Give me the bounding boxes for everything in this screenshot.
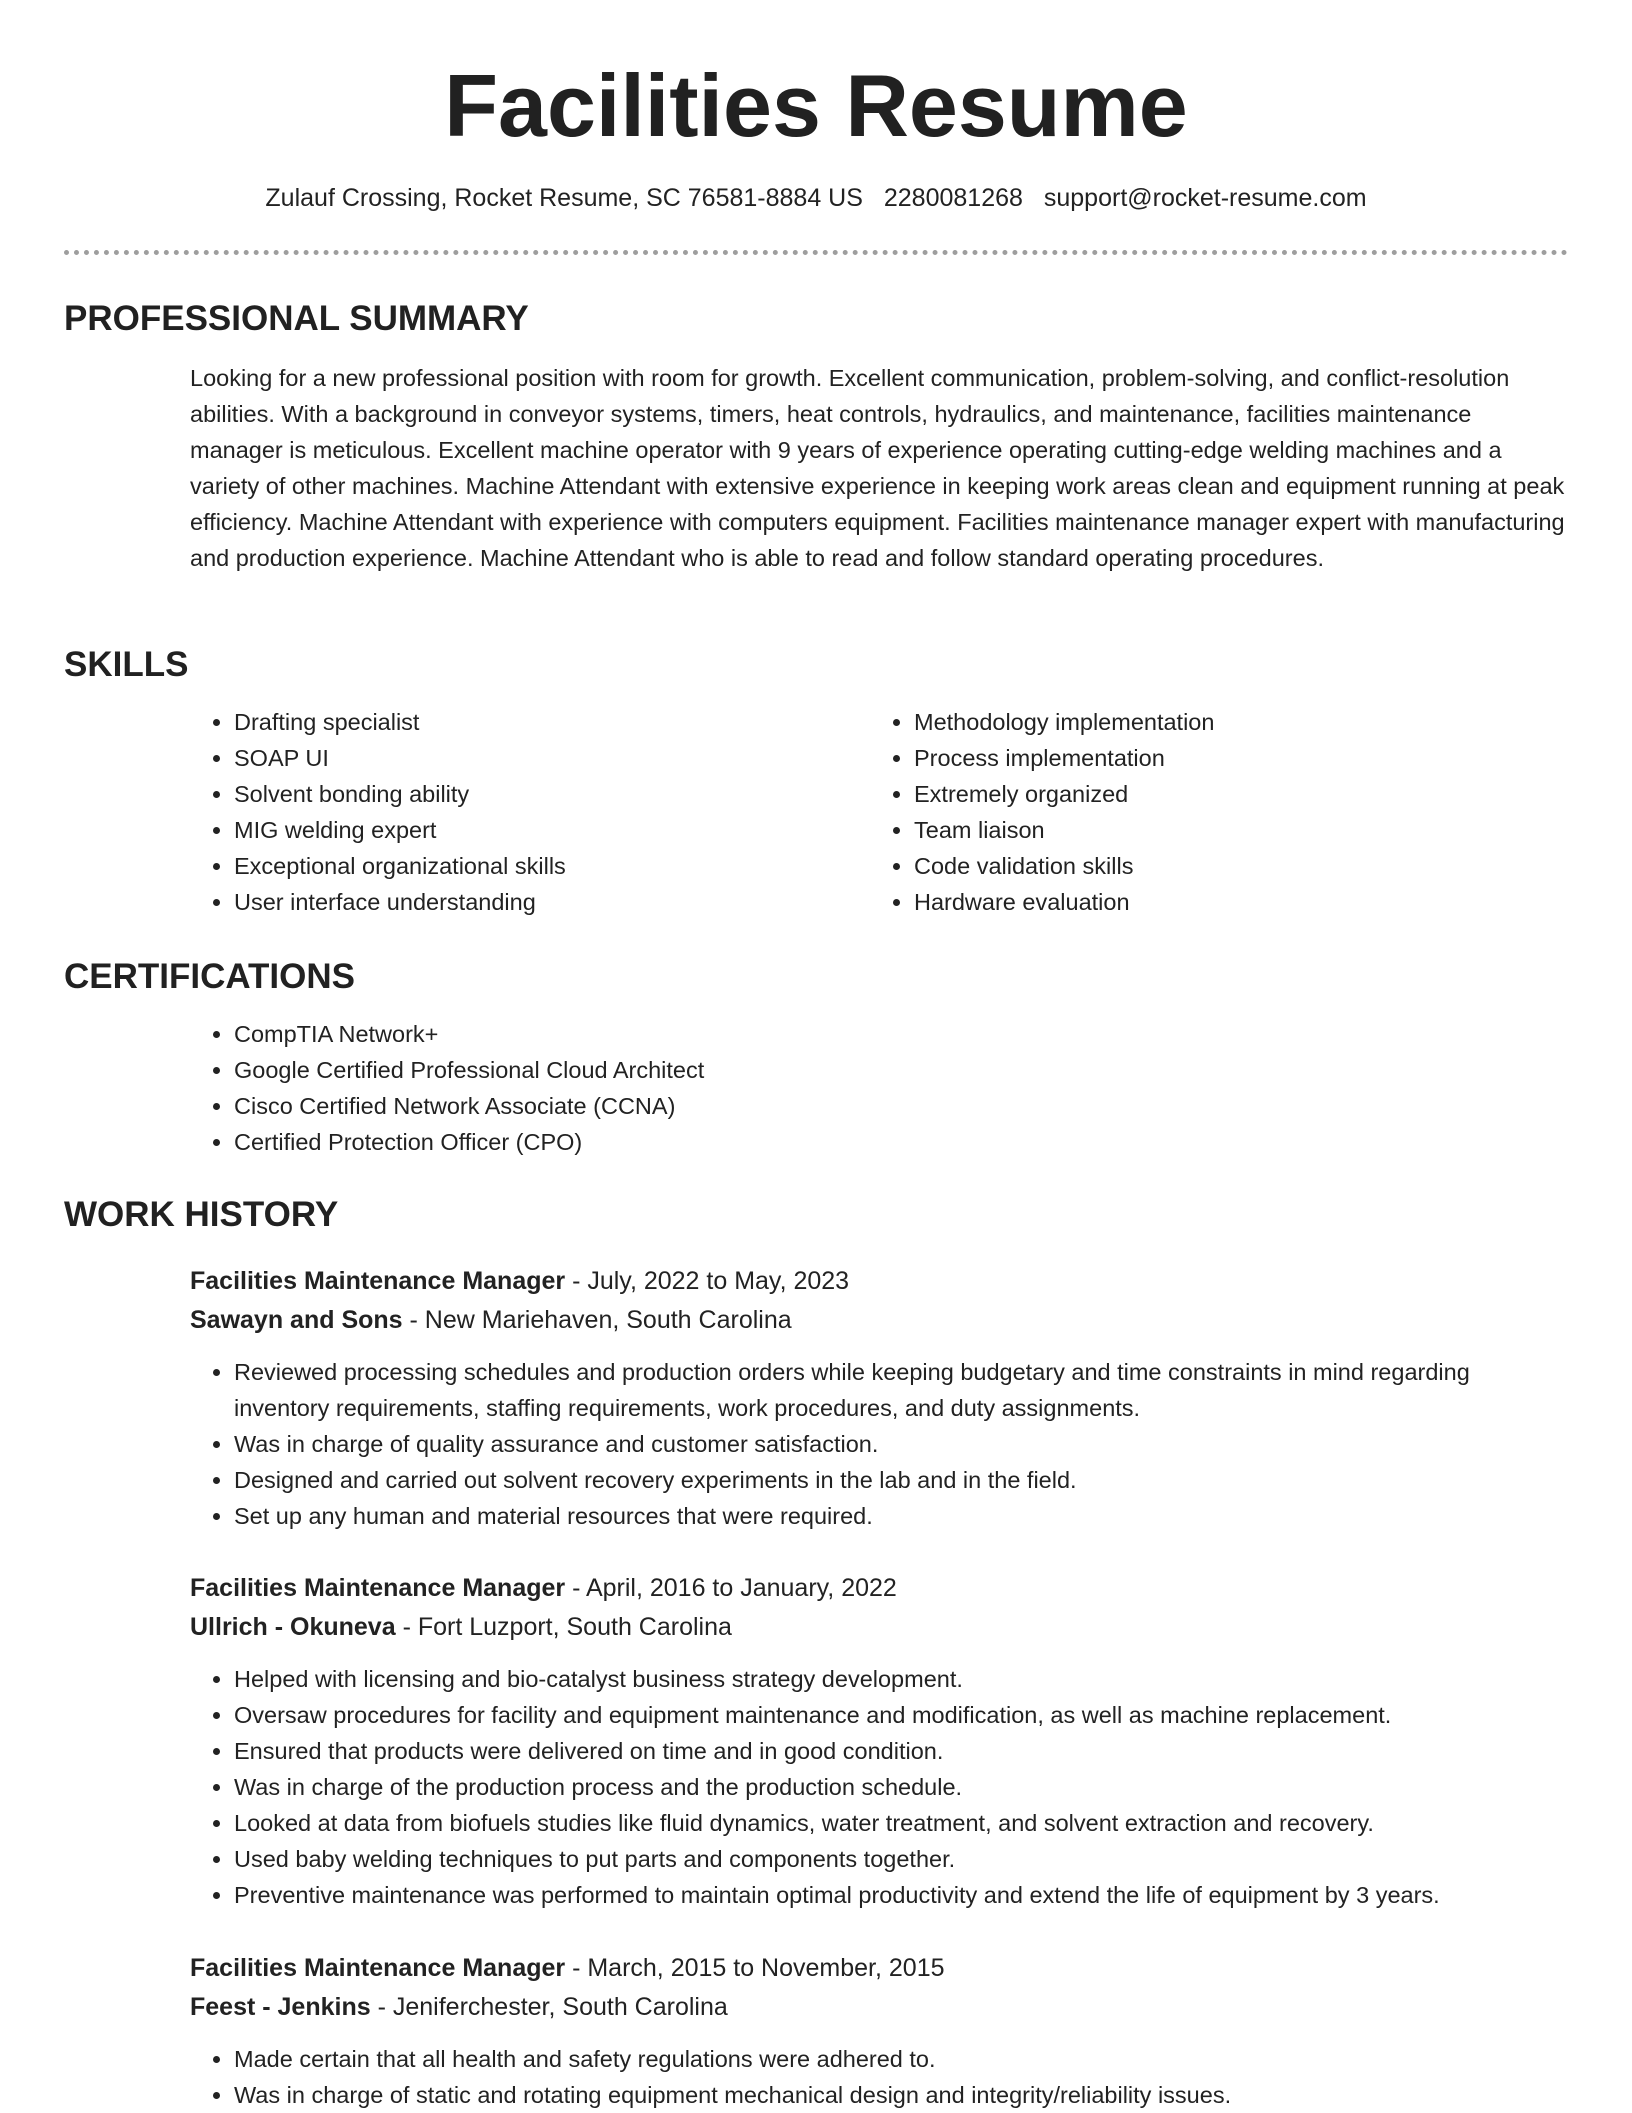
resume-title: Facilities Resume (444, 56, 1188, 155)
skill-item: • Hardware evaluation (914, 884, 1550, 920)
job-company: Feest - Jenkins (190, 1993, 371, 2021)
skill-item: • Solvent bonding ability (234, 776, 870, 812)
skill-item: • Extremely organized (914, 776, 1550, 812)
certifications-body (190, 1000, 1568, 1160)
job-title: Facilities Maintenance Manager (190, 1267, 566, 1295)
job-bullet: • Preventive maintenance was performed to maintain optimal productivity and extend the life of equipment by 3 years. (234, 1877, 1568, 1913)
certifications-list (190, 1016, 1568, 1160)
skills-column-right (870, 704, 1550, 920)
certification-item: • Cisco Certified Network Associate (CCNA) (234, 1088, 1568, 1124)
job-bullet: • Oversaw procedures for facility and equipment maintenance and modification, as well as machine replacement. (234, 1697, 1568, 1733)
job-bullet: • Was in charge of static and rotating equipment mechanical design and integrity/reliability issues. (234, 2077, 1568, 2113)
summary-heading: PROFESSIONAL SUMMARY (64, 299, 529, 338)
certifications-section (64, 954, 1568, 1160)
job-body (190, 1262, 1568, 1534)
job-entry (64, 1569, 1568, 1913)
certification-item: • Google Certified Professional Cloud Architect (234, 1052, 1568, 1088)
skills-list-left (190, 704, 870, 920)
job-bullets (190, 1661, 1568, 1913)
skill-item: • Methodology implementation (914, 704, 1550, 740)
job-dates: - March, 2015 to November, 2015 (565, 1954, 945, 1982)
job-company-line (190, 1988, 1568, 2027)
skill-item: • Code validation skills (914, 848, 1550, 884)
job-title: Facilities Maintenance Manager (190, 1574, 566, 1602)
skills-heading: SKILLS (64, 645, 189, 684)
summary-section (64, 296, 1568, 576)
job-bullet: • Looked at data from biofuels studies like fluid dynamics, water treatment, and solvent extraction and recovery. (234, 1805, 1568, 1841)
job-location: - Jeniferchester, South Carolina (370, 1993, 728, 2021)
job-bullet: • Ensured that products were delivered on time and in good condition. (234, 1733, 1568, 1769)
summary-text: Looking for a new professional position with room for growth. Excellent communication, problem-solving, and conflict-resolution abilities. With a background in conveyor systems, timers, heat controls, hydraulics, and maintenance, facilities maintenance manager is meticulous. Excellent machine operator with 9 years of experience operating cutting-edge welding machines and a variety of other machines. Machine Attendant with extensive experience in keeping work areas clean and equipment running at peak efficiency. Machine Attendant with experience with computers equipment. Facilities maintenance manager expert with manufacturing and production experience. Machine Attendant who is able to read and follow standard operating procedures. (190, 365, 1565, 571)
skill-item: • Team liaison (914, 812, 1550, 848)
certification-item: • CompTIA Network+ (234, 1016, 1568, 1052)
contact-phone: 2280081268 (883, 184, 1023, 212)
job-title: Facilities Maintenance Manager (190, 1954, 566, 1982)
job-company: Sawayn and Sons (190, 1306, 403, 1334)
job-company-line (190, 1301, 1568, 1340)
job-title-line (190, 1569, 1568, 1608)
job-bullets (190, 1354, 1568, 1534)
contact-address: Zulauf Crossing, Rocket Resume, SC 76581-8884 US (265, 184, 863, 212)
job-bullet: • Was in charge of the production process and the production schedule. (234, 1769, 1568, 1805)
skill-item: • Exceptional organizational skills (234, 848, 870, 884)
job-bullet: • Designed and carried out solvent recovery experiments in the lab and in the field. (234, 1462, 1568, 1498)
header-divider (64, 250, 1568, 255)
job-bullet: • Was in charge of quality assurance and customer satisfaction. (234, 1426, 1568, 1462)
certifications-heading: CERTIFICATIONS (64, 957, 356, 996)
job-bullet: • Reviewed processing schedules and production orders while keeping budgetary and time constraints in mind regarding inventory requirements, staffing requirements, work procedures, and duty assignments. (234, 1354, 1568, 1426)
job-bullet: • Helped with licensing and bio-catalyst business strategy development. (234, 1661, 1568, 1697)
job-company: Ullrich - Okuneva (190, 1613, 396, 1641)
skills-column-left (190, 704, 870, 920)
skill-item: • SOAP UI (234, 740, 870, 776)
skill-item: • Process implementation (914, 740, 1550, 776)
skills-section (64, 642, 1568, 920)
work-history-heading: WORK HISTORY (64, 1195, 339, 1234)
job-title-line (190, 1949, 1568, 1988)
skills-list-right (870, 704, 1550, 920)
job-body (190, 1949, 1568, 2113)
job-bullet: • Set up any human and material resources that were required. (234, 1498, 1568, 1534)
job-entry (64, 1949, 1568, 2113)
work-history-section (64, 1192, 1568, 1238)
skill-item: • Drafting specialist (234, 704, 870, 740)
job-location: - Fort Luzport, South Carolina (395, 1613, 732, 1641)
job-bullet: • Made certain that all health and safety regulations were adhered to. (234, 2041, 1568, 2077)
job-bullets (190, 2041, 1568, 2113)
job-dates: - April, 2016 to January, 2022 (565, 1574, 897, 1602)
contact-line (0, 180, 1632, 216)
job-entry (64, 1262, 1568, 1534)
skills-columns (190, 688, 1568, 920)
job-company-line (190, 1608, 1568, 1647)
job-body (190, 1569, 1568, 1913)
summary-body (190, 342, 1568, 576)
skill-item: • User interface understanding (234, 884, 870, 920)
skill-item: • MIG welding expert (234, 812, 870, 848)
job-dates: - July, 2022 to May, 2023 (565, 1267, 850, 1295)
contact-email: support@rocket-resume.com (1043, 184, 1367, 212)
certification-item: • Certified Protection Officer (CPO) (234, 1124, 1568, 1160)
job-bullet: • Used baby welding techniques to put parts and components together. (234, 1841, 1568, 1877)
job-location: - New Mariehaven, South Carolina (402, 1306, 792, 1334)
job-title-line (190, 1262, 1568, 1301)
